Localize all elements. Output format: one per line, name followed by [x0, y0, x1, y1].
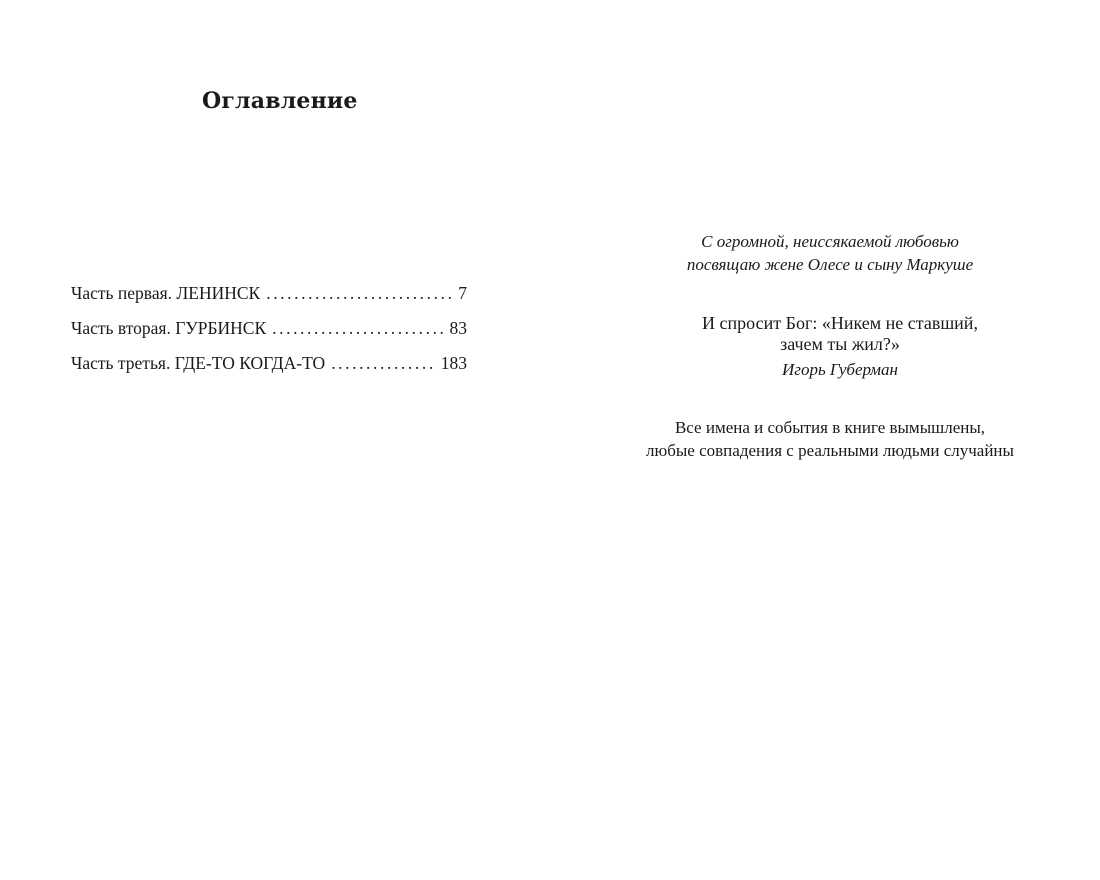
epigraph-line: зачем ты жил?»	[780, 334, 900, 354]
toc-entry-page: 83	[449, 318, 467, 338]
disclaimer-line: любые совпадения с реальными людьми случайны	[646, 441, 1014, 460]
toc-leader-dots	[331, 353, 435, 374]
disclaimer-line: Все имена и события в книге вымышлены,	[674, 418, 986, 437]
toc-leader-dots	[272, 318, 443, 339]
toc-entry-part-2	[71, 318, 467, 353]
toc-entry-label: Часть первая. ЛЕНИНСК	[71, 283, 261, 303]
epigraph	[590, 313, 1090, 381]
toc-entry-label: Часть вторая. ГУРБИНСК	[71, 318, 267, 338]
toc-leader-dots	[266, 283, 452, 304]
dedication-line: С огромной, неиссякаемой любовью	[701, 232, 959, 251]
toc-entry-label: Часть третья. ГДЕ-ТО КОГДА-ТО	[71, 353, 326, 373]
dedication-line: посвящаю жене Олесе и сыну Маркуше	[686, 255, 974, 274]
epigraph-line: И спросит Бог: «Никем не ставший,	[702, 313, 978, 333]
dedication	[580, 230, 1080, 276]
toc-entry-page: 183	[440, 353, 467, 373]
toc-title: Оглавление	[202, 88, 358, 114]
table-of-contents	[71, 283, 467, 388]
toc-entry-page: 7	[458, 283, 467, 303]
epigraph-author: Игорь Губерман	[782, 360, 898, 379]
toc-entry-part-1	[71, 283, 467, 318]
toc-entry-part-3	[71, 353, 467, 388]
disclaimer	[580, 416, 1080, 462]
